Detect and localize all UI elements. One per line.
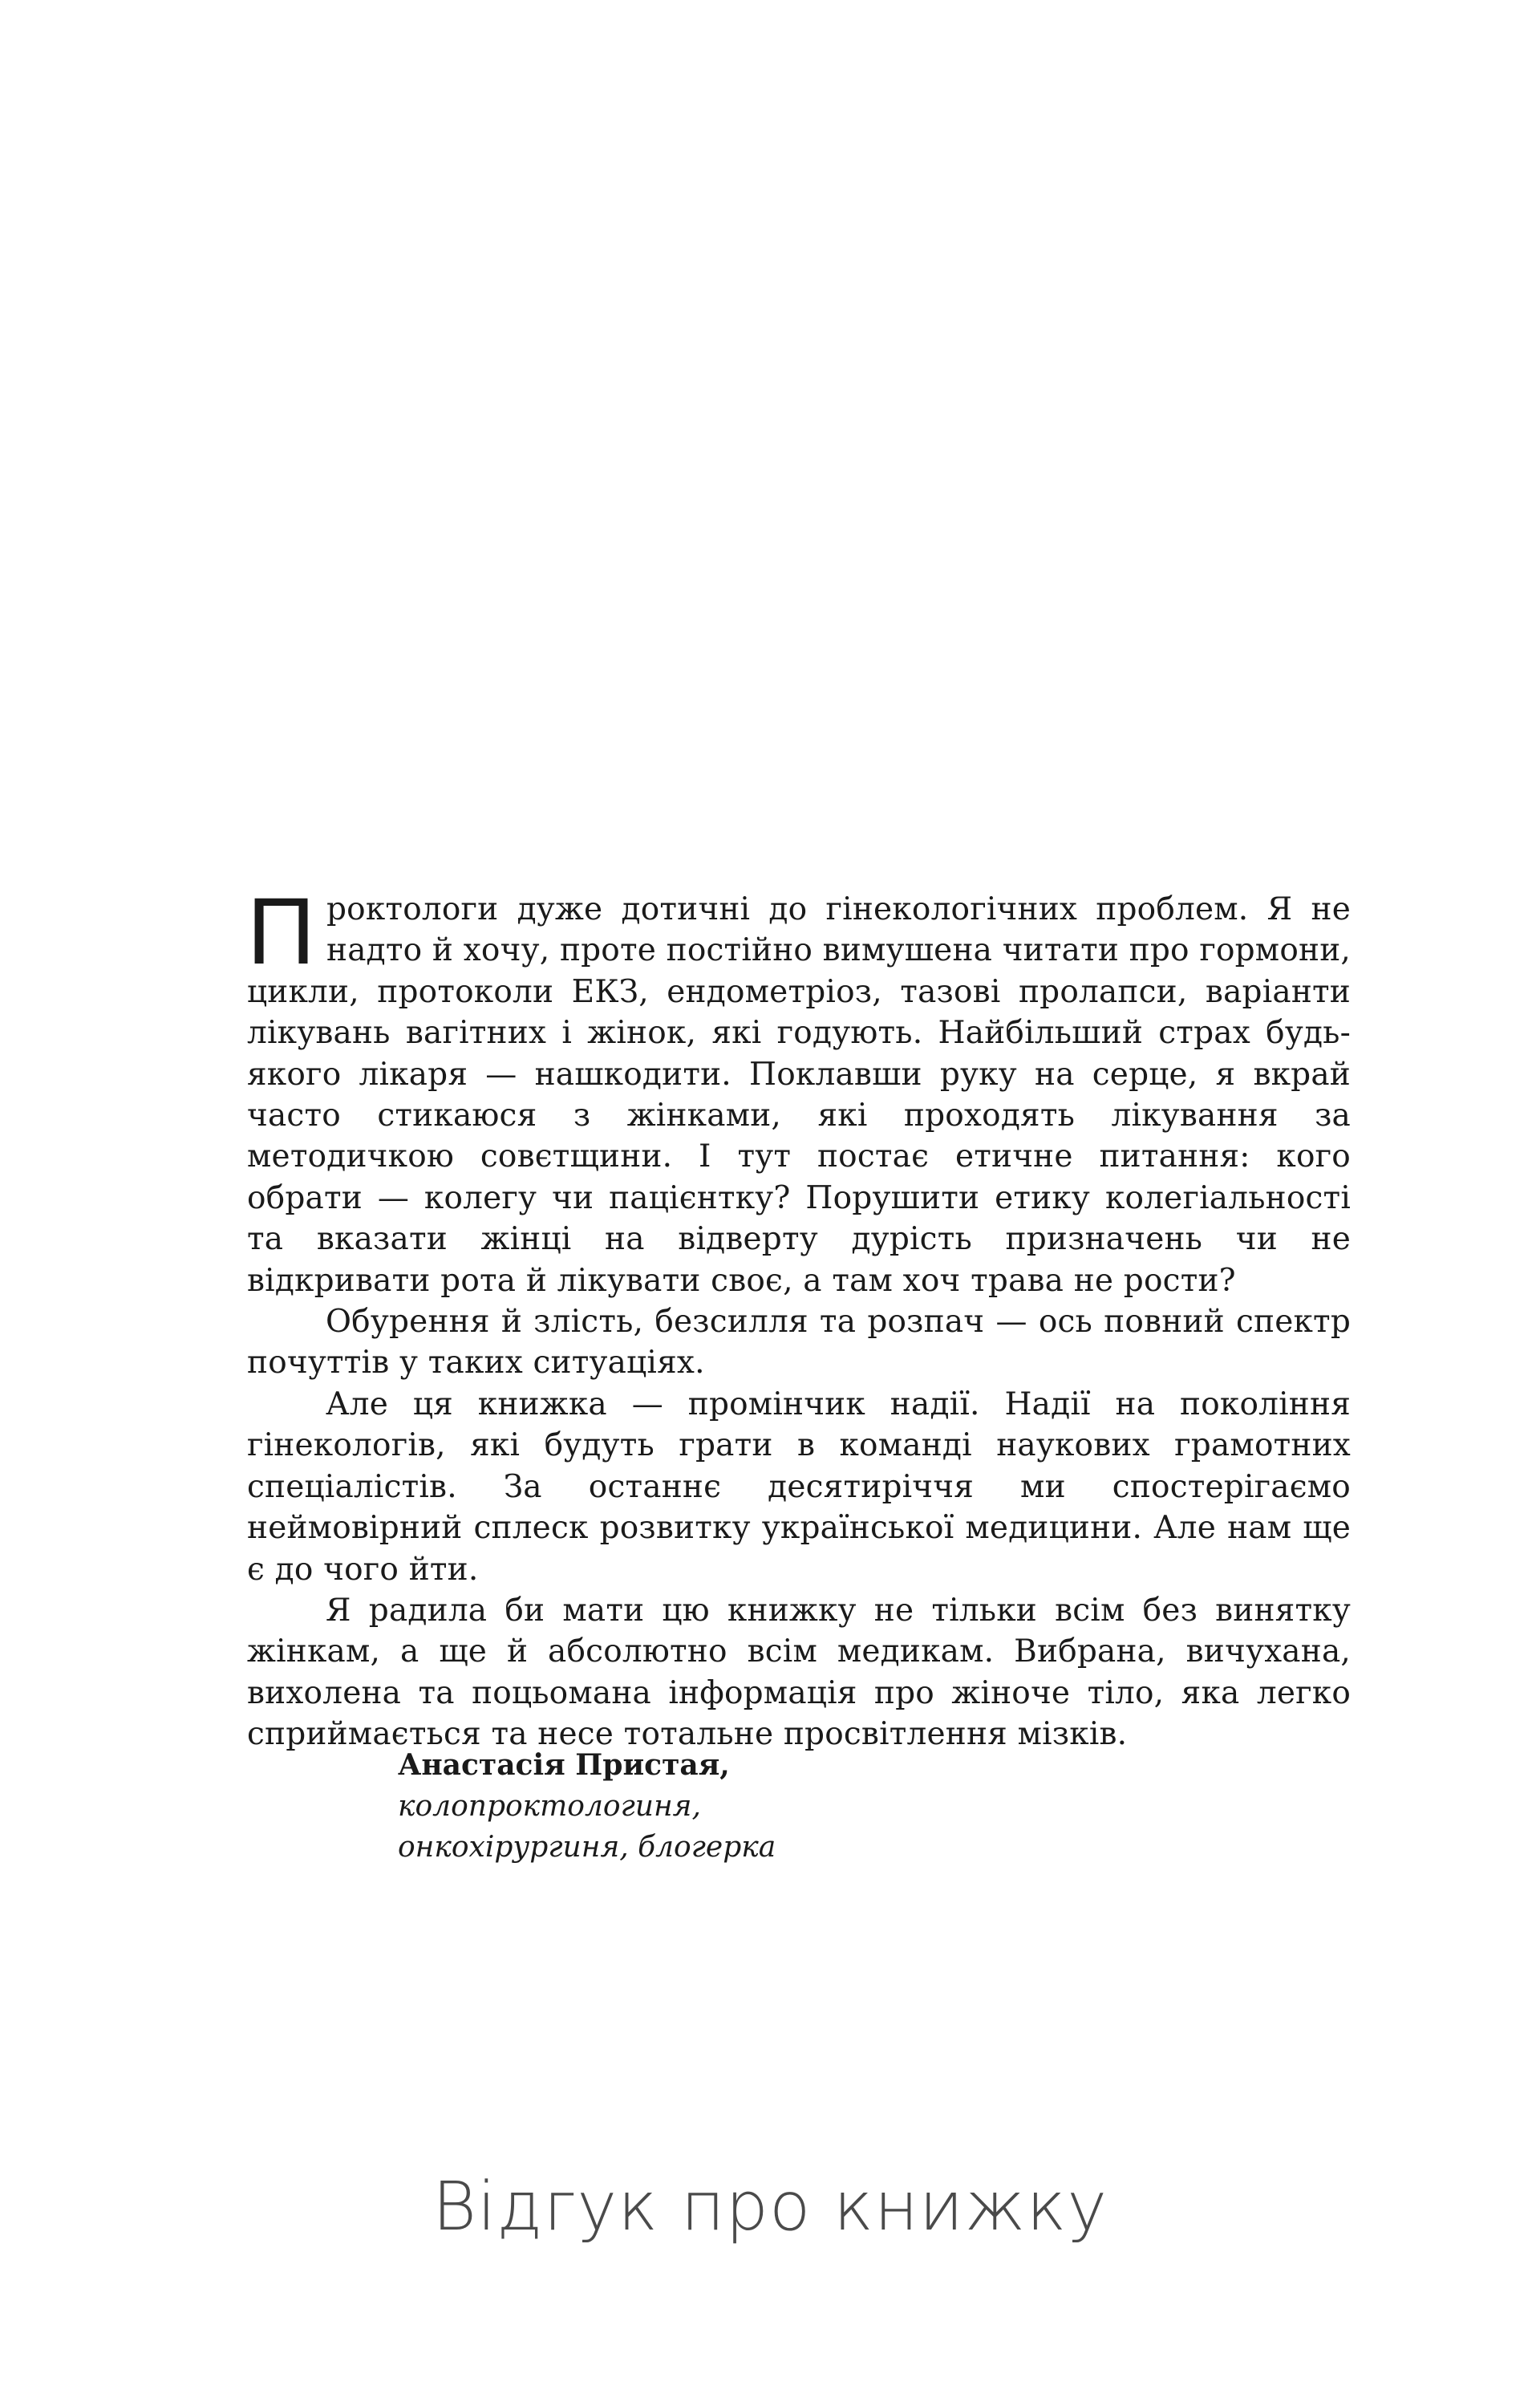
author-name: Анастасія Пристая, xyxy=(398,1748,730,1782)
review-paragraph-4: Я радила би мати цю книжку не тільки всім без винятку жінкам, а ще й абсолютно всім медикам. Вибрана, вичухана, вихолена та поцьомана інформація про жіноче тіло, яка легко сприймається та несе тотальне просвітлення мізків. xyxy=(247,1592,1351,1753)
review-paragraph-1 xyxy=(247,878,1351,1301)
paragraph-1-text: роктологи дуже дотичні до гінекологічних проблем. Я не надто й хочу, проте постійно вимушена читати про гормони, цикли, протоколи ЕКЗ, ендометріоз, тазові пролапси, варіанти лікувань вагітних і жінок, які годують. Найбільший страх будь-якого лікаря — нашкодити. Поклавши руку на серце, я вкрай часто стикаюся з жінками, які проходять лікування за методичкою совєтщини. І тут постає етичне питання: кого обрати — колегу чи пацієнтку? Порушити етику колегіальності та вказати жінці на відверту дурість призначень чи не відкривати рота й лікувати своє, а там хоч трава не рости? xyxy=(247,891,1351,1299)
review-text xyxy=(247,878,1351,1755)
drop-cap: П xyxy=(247,878,316,984)
author-role-line-2: онкохірургиня, блогерка xyxy=(398,1831,776,1864)
review-paragraph-2: Обурення й злість, безсилля та розпач — ось повний спектр почуттів у таких ситуаціях. xyxy=(247,1304,1351,1382)
author-role-line-1: колопроктологиня, xyxy=(398,1790,701,1823)
section-title: Відгук про книжку xyxy=(432,2167,1108,2246)
review-paragraph-3: Але ця книжка — промінчик надії. Надії на покоління гінекологів, які будуть грати в команді наукових грамотних спеціалістів. За останнє десятиріччя ми спостерігаємо неймовірний сплеск розвитку української медицини. Але нам ще є до чого йти. xyxy=(247,1386,1351,1588)
author-attribution xyxy=(398,1745,776,1868)
